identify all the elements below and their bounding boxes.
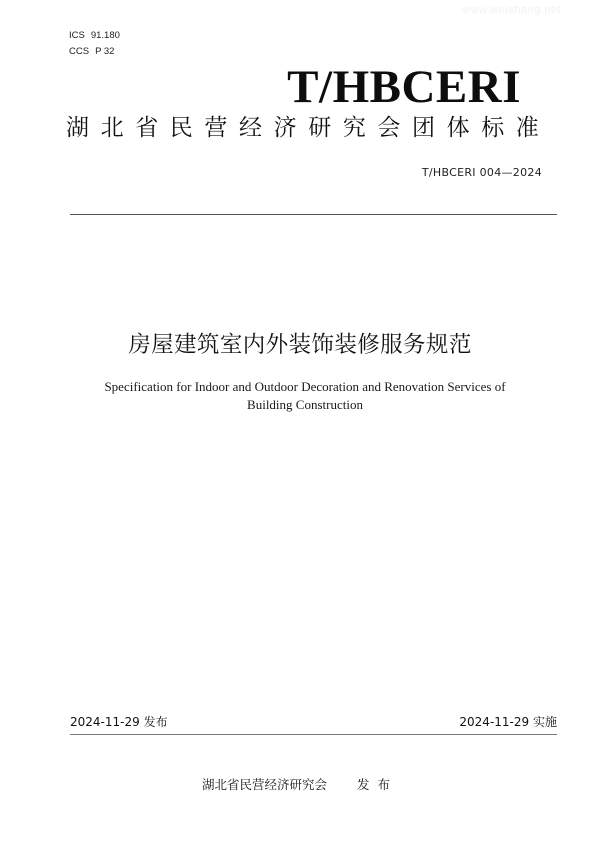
- issuer-organization: 湖北省民营经济研究会: [201, 777, 327, 792]
- ccs-code: [69, 44, 126, 60]
- publish-date: [70, 713, 168, 730]
- ics-value: 91.180: [90, 30, 120, 41]
- document-title-chinese: 房屋建筑室内外装饰装修服务规范: [128, 332, 472, 358]
- english-title-line-2: Building Construction: [247, 397, 363, 412]
- publish-date-label: 发布: [143, 715, 168, 729]
- issuer-line: [0, 775, 600, 793]
- classification-codes: [69, 28, 126, 60]
- implement-date: [459, 713, 557, 730]
- header-divider: [70, 214, 557, 215]
- implement-date-value: 2024-11-29: [459, 715, 530, 729]
- watermark-text: www.weishang.net: [462, 4, 562, 16]
- footer-divider: [70, 734, 557, 735]
- organization-standard-heading: 湖北省民营经济研究会团体标准: [66, 115, 551, 141]
- publish-date-value: 2024-11-29: [70, 715, 140, 729]
- standard-logo: [0, 62, 600, 112]
- standard-logo-text: T/HBCERI: [287, 61, 521, 113]
- implement-date-label: 实施: [532, 715, 557, 729]
- ccs-label: CCS: [69, 46, 90, 57]
- english-title-line-1: Specification for Indoor and Outdoor Decoration and Renovation Services of: [104, 379, 506, 394]
- date-row: [70, 713, 557, 730]
- issuer-action: 发布: [357, 777, 399, 792]
- ccs-value: P 32: [95, 46, 115, 57]
- standard-number: T/HBCERI 004—2024: [421, 166, 542, 179]
- ics-label: ICS: [69, 30, 85, 41]
- ics-code: [69, 28, 126, 44]
- document-title-english: [60, 378, 550, 414]
